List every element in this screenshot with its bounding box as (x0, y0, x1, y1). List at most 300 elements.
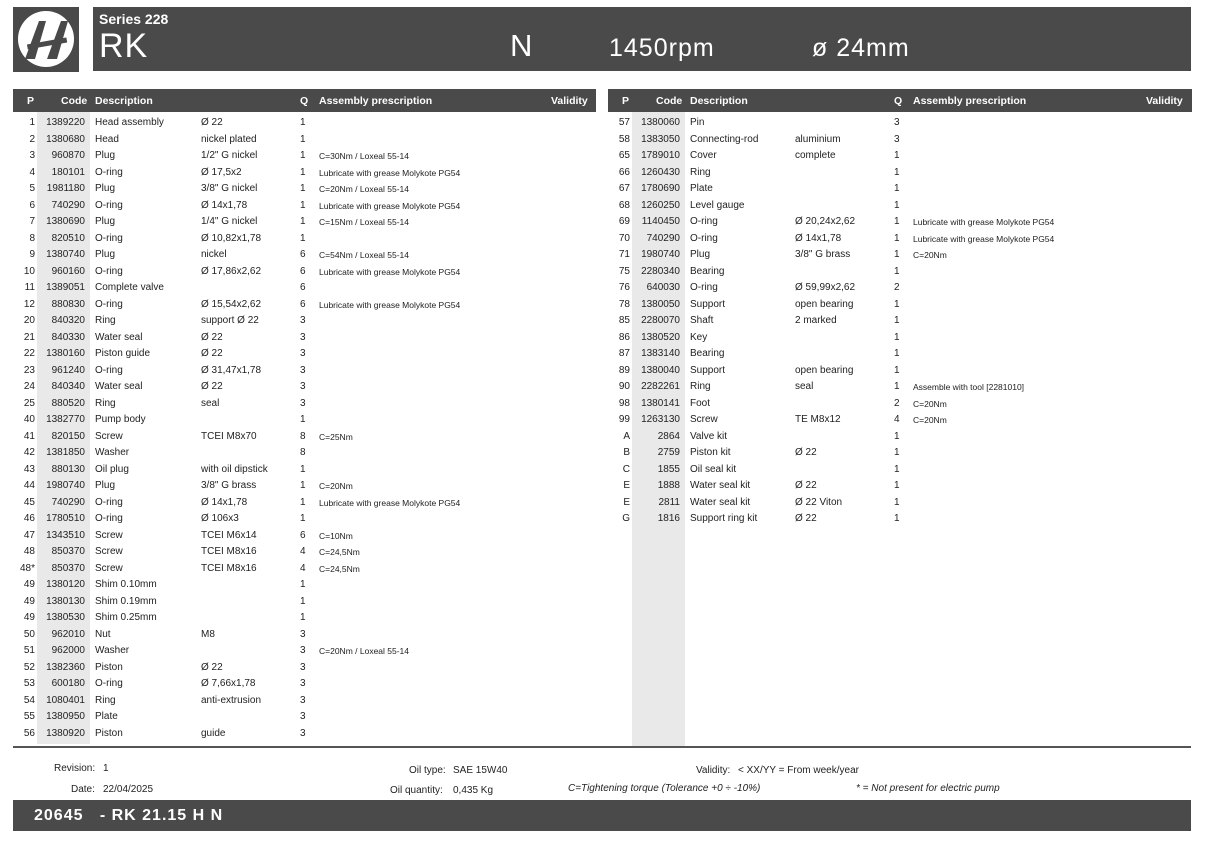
cell-position: 41 (23, 430, 35, 442)
cell-description: Ring (95, 315, 116, 326)
cell-description: Plug (95, 183, 116, 194)
cell-assembly: Lubricate with grease Molykote PG54 (319, 497, 461, 508)
cell-position: 10 (23, 265, 35, 277)
cell-quantity: 1 (894, 249, 900, 260)
cell-code: 840340 (51, 381, 85, 392)
cell-code: 1980740 (641, 249, 680, 260)
cell-position: 70 (618, 232, 630, 244)
cell-specification: Ø 17,86x2,62 (201, 265, 262, 277)
cell-specification: Ø 14x1,78 (795, 232, 842, 244)
cell-position: 75 (618, 265, 630, 277)
cell-position: 1 (29, 117, 35, 128)
col-q: Q (894, 95, 903, 107)
cell-code: 740290 (51, 496, 85, 508)
cell-specification: Ø 10,82x1,78 (201, 232, 262, 244)
table-row (13, 693, 596, 710)
electric-pump-note: * = Not present for electric pump (856, 783, 1000, 794)
cell-assembly: C=54Nm / Loxeal 55-14 (319, 250, 410, 260)
cell-specification: open bearing (795, 364, 854, 376)
cell-code: 820510 (51, 232, 85, 244)
table-row (13, 148, 596, 165)
cell-position: 52 (23, 661, 35, 673)
cell-position: E (623, 480, 630, 491)
cell-quantity: 1 (894, 348, 900, 359)
cell-position: 4 (29, 166, 35, 178)
cell-description: O-ring (95, 199, 123, 211)
cell-position: 66 (618, 166, 630, 178)
validity-value: < XX/YY = From week/year (738, 765, 859, 776)
cell-description: Bearing (690, 348, 725, 359)
cell-specification: Ø 20,24x2,62 (795, 216, 856, 227)
table-row (13, 429, 596, 446)
diameter-value: ø 24mm (812, 34, 910, 62)
cell-quantity: 3 (300, 364, 306, 376)
col-assembly: Assembly prescription (913, 95, 1027, 107)
cell-code: 740290 (51, 199, 85, 211)
cell-code: 1343510 (46, 529, 85, 541)
cell-code: 2759 (657, 447, 680, 458)
torque-note: C=Tightening torque (Tolerance +0 ÷ -10%) (568, 783, 761, 794)
cell-code: 1382360 (46, 661, 85, 673)
cell-quantity: 2 (894, 282, 900, 293)
cell-code: 1380160 (46, 348, 85, 359)
cell-description: Support (690, 298, 726, 310)
cell-specification: seal (201, 397, 220, 409)
table-row (13, 379, 596, 396)
cell-position: 76 (618, 282, 630, 293)
logo-mark-icon (13, 7, 79, 72)
cell-position: 24 (23, 381, 35, 392)
cell-specification: Ø 14x1,78 (201, 496, 248, 508)
cell-position: 57 (618, 117, 630, 128)
table-row (608, 132, 1192, 149)
cell-specification: anti-extrusion (201, 694, 262, 706)
table-row (608, 264, 1192, 281)
cell-quantity: 3 (300, 711, 306, 722)
col-code: Code (656, 95, 683, 107)
cell-quantity: 2 (894, 397, 900, 409)
cell-quantity: 1 (894, 463, 900, 475)
table-row (13, 660, 596, 677)
cell-position: 7 (29, 216, 35, 227)
cell-assembly: C=20Nm / Loxeal 55-14 (319, 184, 410, 194)
cell-description: Plug (95, 249, 116, 260)
cell-description: O-ring (95, 678, 123, 689)
table-row (13, 627, 596, 644)
cell-quantity: 1 (300, 133, 306, 145)
cell-code: 1855 (657, 463, 680, 475)
cell-position: 11 (24, 282, 35, 293)
cell-code: 880130 (51, 463, 85, 475)
table-row (608, 148, 1192, 165)
cell-position: 6 (29, 199, 35, 211)
table-row (13, 231, 596, 248)
cell-description: Pin (690, 117, 705, 128)
cell-description: Piston guide (95, 348, 151, 359)
cell-description: Plug (95, 150, 116, 161)
table-row (13, 330, 596, 347)
cell-code: 1780690 (641, 183, 680, 194)
cell-quantity: 3 (300, 727, 306, 739)
cell-position: 5 (29, 183, 35, 194)
cell-position: 51 (23, 645, 35, 656)
col-q: Q (300, 95, 309, 107)
cell-description: Connecting-rod (690, 133, 759, 145)
cell-quantity: 1 (894, 364, 900, 376)
cell-code: 2280070 (641, 315, 680, 326)
table-row (13, 643, 596, 660)
cell-code: 1380520 (641, 331, 680, 343)
cell-specification: open bearing (795, 298, 854, 310)
cell-specification: 3/8" G nickel (201, 183, 258, 194)
cell-specification: M8 (201, 628, 215, 640)
cell-description: Screw (95, 546, 123, 557)
cell-position: 56 (23, 727, 35, 739)
table-row (608, 478, 1192, 495)
document-code-bar (13, 800, 1191, 831)
cell-description: Screw (95, 562, 123, 574)
cell-code: 1380141 (641, 397, 680, 409)
cell-quantity: 1 (300, 612, 306, 623)
oil-quantity-value: 0,435 Kg (453, 785, 494, 796)
cell-specification: with oil dipstick (201, 463, 268, 475)
cell-assembly: C=20Nm (319, 481, 353, 491)
cell-assembly: C=20Nm / Loxeal 55-14 (319, 646, 410, 656)
cell-position: 58 (618, 133, 630, 145)
table-row (608, 181, 1192, 198)
cell-specification: 1/2" G nickel (201, 150, 258, 161)
cell-specification: 3/8" G brass (795, 249, 851, 260)
cell-description: Water seal kit (690, 496, 751, 508)
cell-position: 2 (29, 133, 35, 145)
cell-code: 840320 (51, 315, 85, 326)
table-row (608, 412, 1192, 429)
cell-code: 1380040 (641, 364, 680, 376)
cell-code: 961240 (51, 364, 85, 376)
cell-code: 840330 (51, 331, 85, 343)
cell-code: 1380950 (46, 711, 85, 722)
cell-position: 55 (23, 711, 35, 722)
table-row (13, 445, 596, 462)
cell-specification: Ø 17,5x2 (201, 166, 242, 178)
cell-code: 850370 (51, 562, 85, 574)
cell-specification: TE M8x12 (795, 414, 841, 425)
table-body (13, 112, 596, 742)
cell-quantity: 6 (300, 282, 306, 293)
cell-position: C (622, 463, 630, 475)
revision-value: 1 (103, 763, 109, 774)
cell-position: 67 (618, 183, 630, 194)
table-row (13, 544, 596, 561)
cell-specification: Ø 15,54x2,62 (201, 298, 262, 310)
cell-position: 48* (19, 562, 35, 574)
table-row (13, 495, 596, 512)
table-row (13, 462, 596, 479)
table-body (608, 112, 1192, 528)
cell-description: Support (690, 364, 726, 376)
cell-quantity: 4 (300, 562, 306, 574)
cell-description: Water seal (95, 381, 143, 392)
table-header (13, 89, 596, 112)
cell-quantity: 1 (894, 216, 900, 227)
cell-assembly: Lubricate with grease Molykote PG54 (319, 200, 461, 211)
cell-quantity: 1 (300, 150, 306, 161)
cell-quantity: 1 (894, 199, 900, 211)
cell-description: Plug (95, 480, 116, 491)
cell-quantity: 1 (894, 298, 900, 310)
cell-position: 50 (23, 628, 35, 640)
table-row (13, 165, 596, 182)
cell-position: 20 (23, 315, 35, 326)
cell-quantity: 1 (894, 447, 900, 458)
cell-code: 1260250 (641, 199, 680, 211)
cell-code: 1789010 (641, 150, 680, 161)
cell-specification: nickel plated (201, 133, 257, 145)
cell-position: 12 (23, 298, 35, 310)
cell-position: 25 (23, 397, 35, 409)
cell-quantity: 1 (300, 166, 306, 178)
cell-assembly: Lubricate with grease Molykote PG54 (913, 217, 1055, 227)
cell-code: 1380740 (46, 249, 85, 260)
table-row (608, 165, 1192, 182)
cell-description: O-ring (95, 232, 123, 244)
cell-position: 44 (23, 480, 35, 491)
validity-label: Validity: (696, 765, 731, 776)
cell-description: Ring (690, 166, 711, 178)
table-header (608, 89, 1192, 112)
cell-assembly: C=30Nm / Loxeal 55-14 (319, 151, 410, 161)
footer-divider (13, 746, 1191, 748)
cell-description: Ring (95, 694, 116, 706)
cell-quantity: 1 (300, 183, 306, 194)
cell-specification: complete (795, 150, 836, 161)
date-label: Date: (71, 784, 95, 795)
cell-description: Water seal kit (690, 480, 751, 491)
oil-quantity-label: Oil quantity: (390, 785, 443, 796)
cell-description: Head assembly (95, 117, 164, 128)
cell-quantity: 1 (894, 265, 900, 277)
cell-description: Shim 0.25mm (95, 612, 157, 623)
cell-quantity: 1 (300, 480, 306, 491)
table-row (13, 709, 596, 726)
cell-quantity: 1 (894, 496, 900, 508)
cell-description: Shim 0.19mm (95, 595, 157, 607)
table-row (608, 231, 1192, 248)
cell-description: Pump body (95, 414, 146, 425)
cell-assembly: C=25Nm (319, 431, 353, 442)
cell-position: 85 (618, 315, 630, 326)
cell-description: Water seal (95, 331, 143, 343)
cell-position: 89 (618, 364, 630, 376)
table-row (13, 676, 596, 693)
table-row (608, 462, 1192, 479)
table-row (13, 478, 596, 495)
brand-logo (13, 7, 79, 72)
cell-quantity: 3 (300, 381, 306, 392)
cell-description: Piston (95, 727, 123, 739)
cell-code: 962010 (51, 628, 85, 640)
cell-description: O-ring (95, 265, 123, 277)
cell-description: Washer (95, 447, 130, 458)
cell-description: O-ring (95, 298, 123, 310)
cell-description: Plate (690, 183, 713, 194)
cell-description: Screw (95, 430, 123, 442)
cell-position: 22 (23, 348, 35, 359)
cell-specification: TCEI M6x14 (201, 529, 257, 541)
cell-quantity: 3 (300, 348, 306, 359)
cell-code: 1140450 (641, 216, 680, 227)
cell-quantity: 1 (300, 513, 306, 524)
cell-position: 69 (618, 216, 630, 227)
cell-assembly: C=24,5Nm (319, 547, 360, 557)
cell-position: 49 (23, 595, 35, 607)
col-validity: Validity (1146, 95, 1183, 107)
parts-table-right (608, 89, 1192, 528)
cell-assembly: C=10Nm (319, 530, 353, 541)
cell-code: 1380680 (46, 133, 85, 145)
cell-position: B (623, 447, 630, 458)
cell-description: O-ring (95, 364, 123, 376)
cell-position: 9 (29, 249, 35, 260)
cell-quantity: 3 (300, 331, 306, 343)
cell-specification: Ø 22 (201, 331, 223, 343)
table-row (608, 198, 1192, 215)
cell-code: 1380920 (46, 727, 85, 739)
cell-assembly: Lubricate with grease Molykote PG54 (913, 233, 1055, 244)
series-label: Series 228 (99, 11, 169, 27)
rpm-value: 1450rpm (609, 34, 715, 62)
table-row (13, 412, 596, 429)
cell-specification: seal (795, 381, 814, 392)
table-row (608, 429, 1192, 446)
cell-specification: aluminium (795, 133, 841, 145)
cell-code: 1380130 (46, 595, 85, 607)
cell-specification: Ø 22 (795, 447, 817, 458)
cell-specification: nickel (201, 249, 227, 260)
cell-position: 99 (618, 414, 630, 425)
table-row (608, 511, 1192, 528)
cell-assembly: C=20Nm (913, 398, 947, 409)
table-row (13, 181, 596, 198)
cell-specification: TCEI M8x16 (201, 546, 257, 557)
cell-quantity: 1 (894, 480, 900, 491)
cell-description: O-ring (690, 216, 718, 227)
cell-quantity: 1 (894, 513, 900, 524)
cell-description: Piston kit (690, 447, 731, 458)
table-row (13, 115, 596, 132)
cell-position: 40 (23, 414, 35, 425)
cell-code: 740290 (646, 232, 680, 244)
table-row (608, 363, 1192, 380)
cell-quantity: 3 (300, 645, 306, 656)
cell-position: 90 (618, 381, 630, 392)
cell-code: 1980740 (46, 480, 85, 491)
table-row (13, 528, 596, 545)
cell-quantity: 1 (894, 381, 900, 392)
oil-type-value: SAE 15W40 (453, 765, 508, 776)
table-row (608, 313, 1192, 330)
cell-description: Oil plug (95, 463, 129, 475)
table-row (608, 346, 1192, 363)
cell-code: 2864 (657, 430, 680, 442)
cell-specification: Ø 59,99x2,62 (795, 282, 856, 293)
cell-description: O-ring (690, 232, 718, 244)
table-row (13, 594, 596, 611)
cell-position: 49 (23, 612, 35, 623)
date-value: 22/04/2025 (103, 784, 154, 795)
cell-position: 86 (618, 331, 630, 343)
table-row (13, 132, 596, 149)
oil-type-label: Oil type: (409, 765, 446, 776)
cell-code: 1380050 (641, 298, 680, 310)
cell-specification: Ø 22 Viton (795, 496, 843, 508)
table-row (608, 396, 1192, 413)
model-title: RK (99, 27, 149, 65)
table-row (13, 610, 596, 627)
cell-description: Shim 0.10mm (95, 579, 157, 590)
cell-quantity: 4 (300, 546, 306, 557)
cell-code: 1380060 (641, 117, 680, 128)
cell-quantity: 3 (300, 694, 306, 706)
cell-code: 180101 (51, 166, 85, 178)
cell-quantity: 3 (300, 628, 306, 640)
cell-assembly: C=24,5Nm (319, 563, 360, 574)
cell-code: 820150 (51, 430, 85, 442)
cell-code: 1389220 (46, 117, 85, 128)
table-row (13, 247, 596, 264)
col-description: Description (690, 95, 748, 107)
table-row (608, 445, 1192, 462)
col-assembly: Assembly prescription (319, 95, 433, 107)
cell-specification: Ø 31,47x1,78 (201, 364, 262, 376)
cell-quantity: 1 (300, 414, 306, 425)
cell-specification: Ø 22 (201, 348, 223, 359)
cell-code: 640030 (646, 282, 680, 293)
cell-specification: 1/4" G nickel (201, 216, 258, 227)
cell-specification: Ø 22 (795, 480, 817, 491)
cell-quantity: 6 (300, 529, 306, 541)
title-bar (93, 7, 1191, 71)
cell-quantity: 1 (894, 166, 900, 178)
cell-description: Support ring kit (690, 513, 758, 524)
cell-specification: 3/8" G brass (201, 480, 257, 491)
cell-code: 600180 (51, 678, 85, 689)
cell-position: 8 (29, 232, 35, 244)
cell-assembly: C=20Nm (913, 415, 947, 425)
cell-quantity: 3 (300, 678, 306, 689)
cell-position: 98 (618, 397, 630, 409)
cell-description: Piston (95, 661, 123, 673)
cell-position: 48 (23, 546, 35, 557)
cell-description: Oil seal kit (690, 463, 737, 475)
table-row (608, 247, 1192, 264)
cell-code: 1383140 (641, 348, 680, 359)
cell-code: 1380690 (46, 216, 85, 227)
cell-quantity: 1 (300, 579, 306, 590)
cell-description: Level gauge (690, 199, 745, 211)
cell-description: O-ring (95, 513, 123, 524)
cell-quantity: 1 (300, 595, 306, 607)
cell-quantity: 6 (300, 298, 306, 310)
cell-specification: 2 marked (795, 315, 837, 326)
cell-description: Plug (690, 249, 711, 260)
cell-code: 1383050 (641, 133, 680, 145)
cell-quantity: 3 (894, 117, 900, 128)
cell-position: 49 (23, 579, 35, 590)
col-validity: Validity (551, 95, 588, 107)
cell-quantity: 6 (300, 249, 306, 260)
cell-code: 1381850 (46, 447, 85, 458)
